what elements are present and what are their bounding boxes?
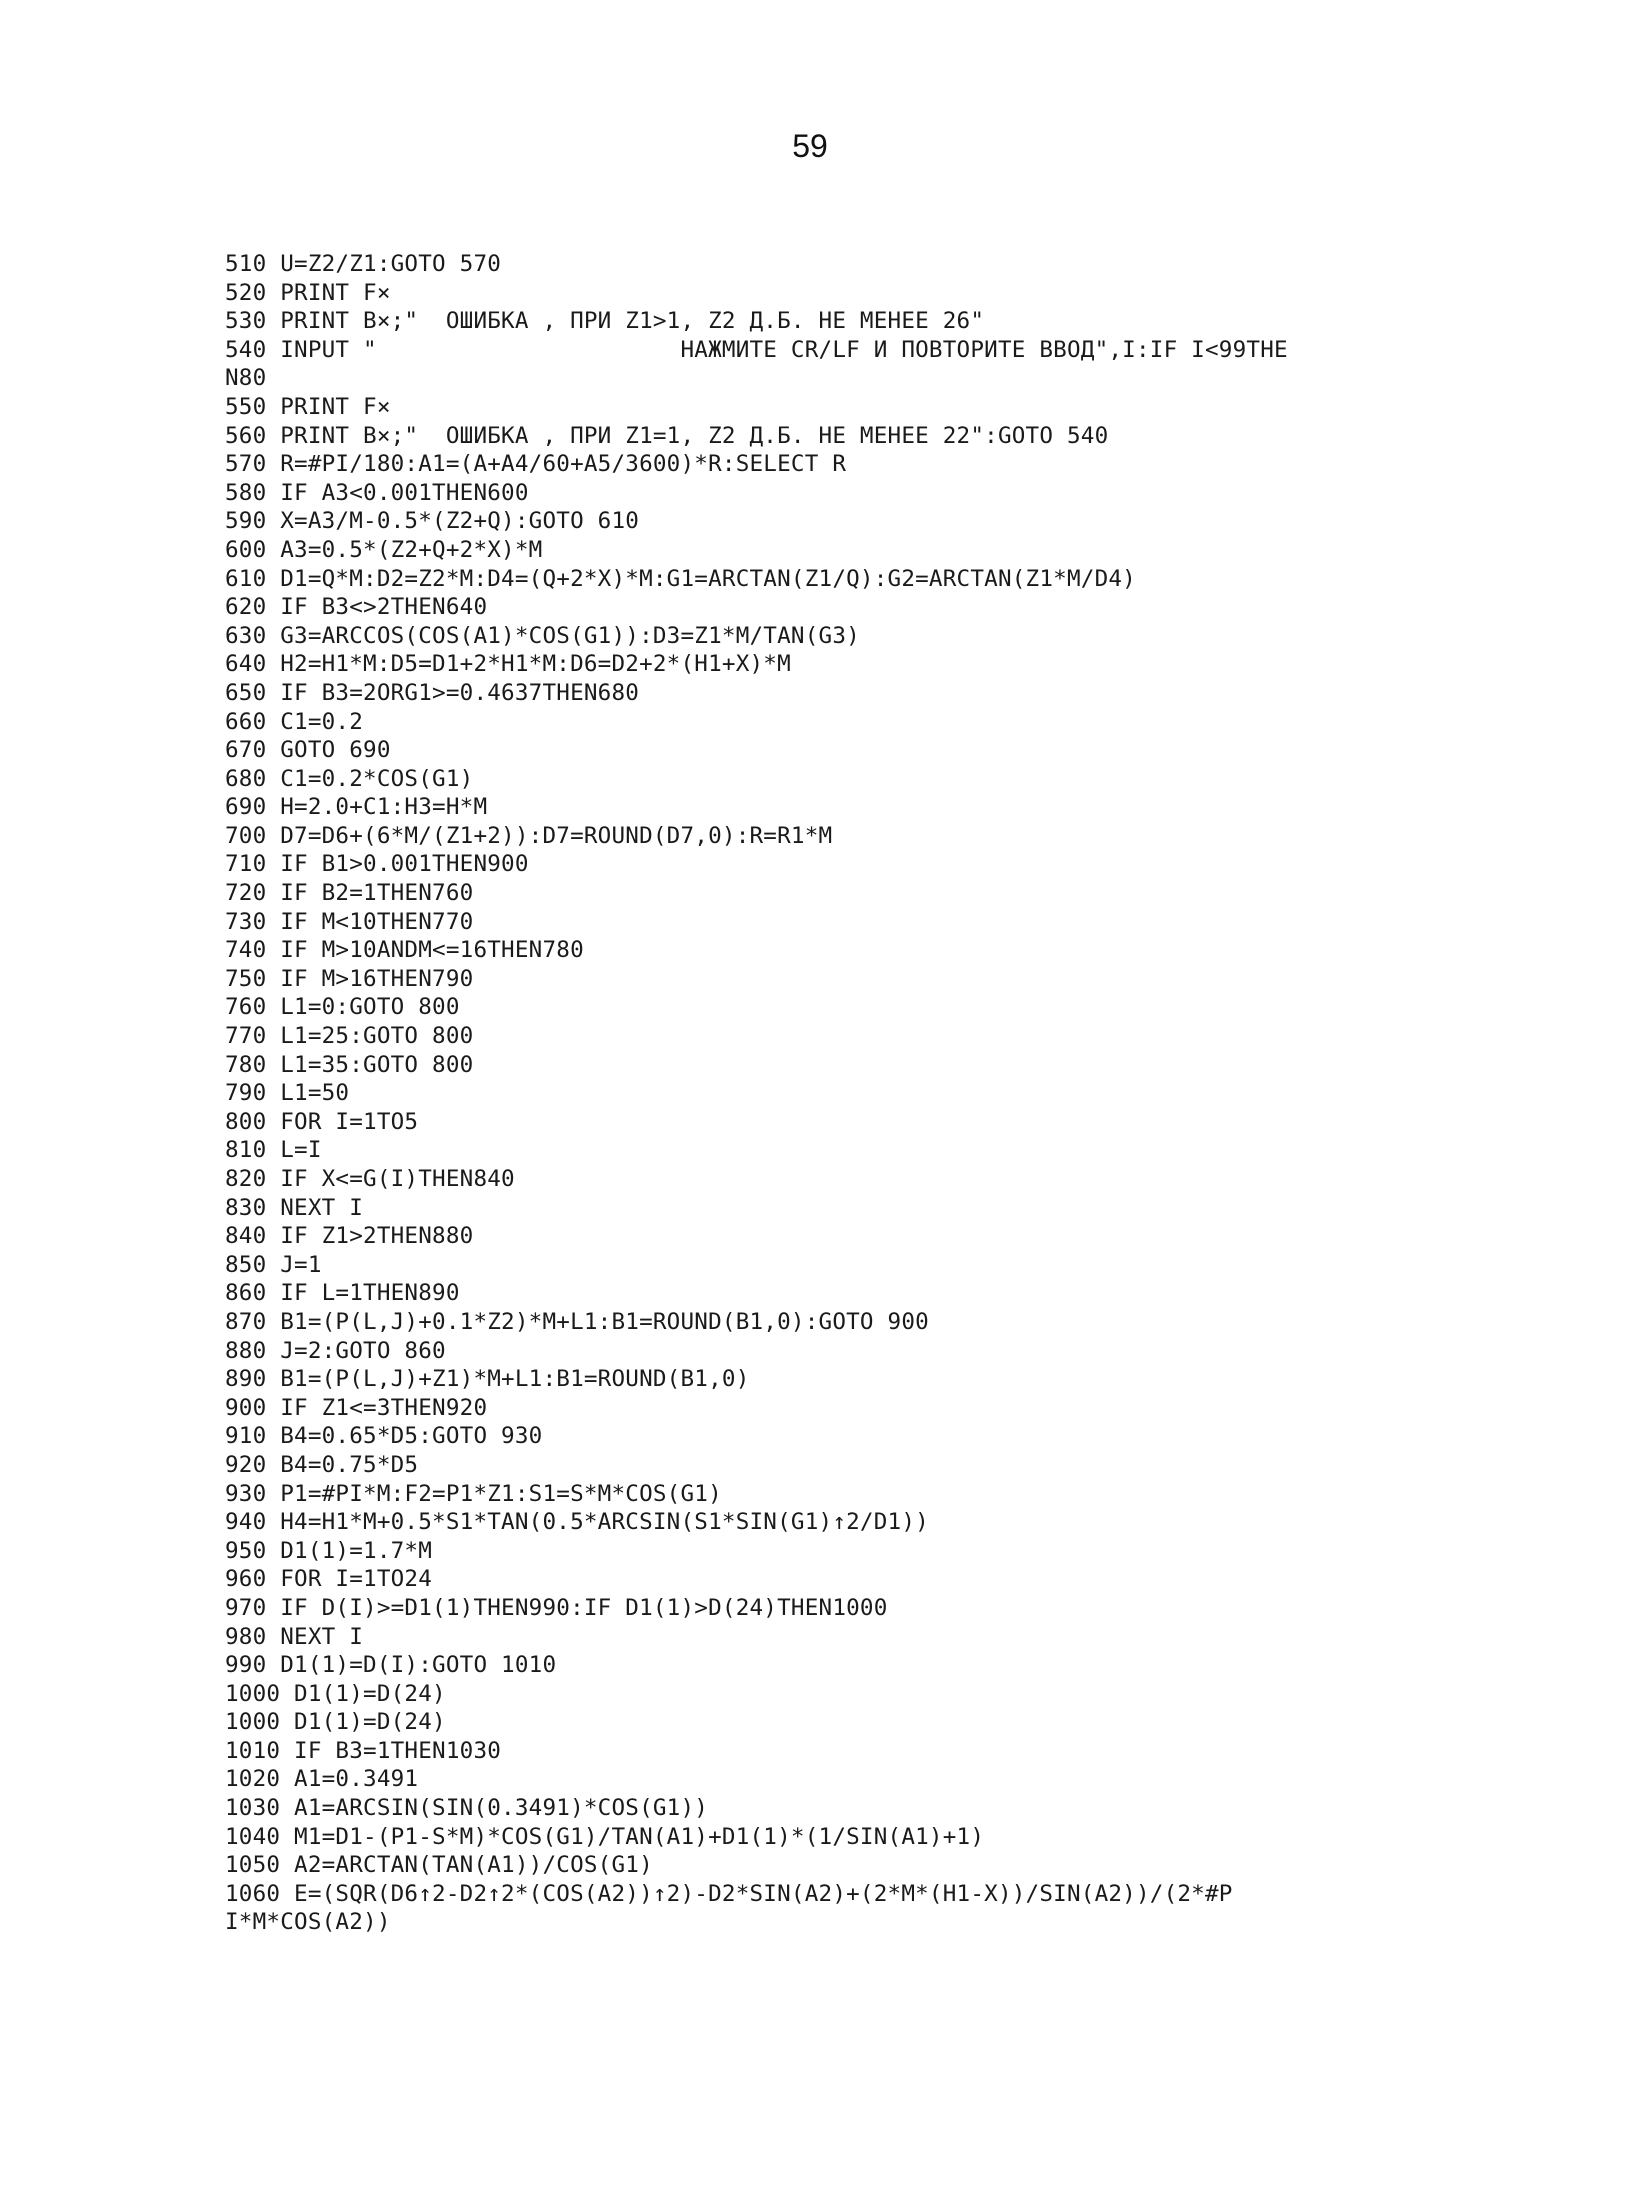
code-line: 530 PRINT B×;" ОШИБКА , ПРИ Z1>1, Z2 Д.Б. НЕ МЕНЕЕ 26" <box>225 308 985 335</box>
code-line: 960 FOR I=1TO24 <box>225 1566 433 1593</box>
code-line: 910 B4=0.65*D5:GOTO 930 <box>225 1423 543 1450</box>
code-line: 790 L1=50 <box>225 1080 350 1107</box>
basic-program-listing <box>225 250 1515 1937</box>
code-line: 930 P1=#PI*M:F2=P1*Z1:S1=S*M*COS(G1) <box>225 1480 722 1507</box>
code-line: 700 D7=D6+(6*M/(Z1+2)):D7=ROUND(D7,0):R=R1*M <box>225 822 833 849</box>
code-line: 920 B4=0.75*D5 <box>225 1451 419 1478</box>
code-line: 820 IF X<=G(I)THEN840 <box>225 1166 515 1192</box>
code-line: 610 D1=Q*M:D2=Z2*M:D4=(Q+2*X)*M:G1=ARCTAN(Z1/Q):G2=ARCTAN(Z1*M/D4) <box>225 565 1136 592</box>
code-line: 780 L1=35:GOTO 800 <box>225 1051 474 1078</box>
code-line: 840 IF Z1>2THEN880 <box>225 1223 474 1250</box>
code-line: 810 L=I <box>225 1137 322 1164</box>
code-line: 550 PRINT F× <box>225 393 391 420</box>
code-line: 760 L1=0:GOTO 800 <box>225 994 460 1021</box>
code-line: 740 IF M>10ANDM<=16THEN780 <box>225 937 584 964</box>
code-line: 770 L1=25:GOTO 800 <box>225 1023 474 1050</box>
code-line: 870 B1=(P(L,J)+0.1*Z2)*M+L1:B1=ROUND(B1,0):GOTO 900 <box>225 1308 929 1335</box>
code-line: 510 U=Z2/Z1:GOTO 570 <box>225 251 502 277</box>
code-line: 850 J=1 <box>225 1251 322 1278</box>
code-line: 620 IF B3<>2THEN640 <box>225 594 488 621</box>
code-line: 520 PRINT F× <box>225 279 391 306</box>
code-line: 560 PRINT B×;" ОШИБКА , ПРИ Z1=1, Z2 Д.Б. НЕ МЕНЕЕ 22":GOTO 540 <box>225 422 1109 449</box>
code-line: 630 G3=ARCCOS(COS(A1)*COS(G1)):D3=Z1*M/TAN(G3) <box>225 622 860 649</box>
code-line: 1050 A2=ARCTAN(TAN(A1))/COS(G1) <box>225 1852 653 1879</box>
code-line: 980 NEXT I <box>225 1623 364 1650</box>
code-line: I*M*COS(A2)) <box>225 1909 391 1936</box>
code-line: 570 R=#PI/180:A1=(A+A4/60+A5/3600)*R:SELECT R <box>225 451 847 478</box>
code-line: 600 A3=0.5*(Z2+Q+2*X)*M <box>225 536 543 563</box>
code-line: 970 IF D(I)>=D1(1)THEN990:IF D1(1)>D(24)THEN1000 <box>225 1594 888 1621</box>
page-number: 59 <box>792 128 828 164</box>
code-line: 880 J=2:GOTO 860 <box>225 1337 446 1364</box>
code-line: 690 H=2.0+C1:H3=H*M <box>225 794 488 821</box>
code-line: 580 IF A3<0.001THEN600 <box>225 479 529 506</box>
code-line: 1060 E=(SQR(D6↑2-D2↑2*(COS(A2))↑2)-D2*SIN(A2)+(2*M*(H1-X))/SIN(A2))/(2*#P <box>225 1880 1233 1907</box>
code-line: 710 IF B1>0.001THEN900 <box>225 851 529 878</box>
code-line: 1010 IF B3=1THEN1030 <box>225 1737 502 1764</box>
code-line: 730 IF M<10THEN770 <box>225 908 474 935</box>
code-line: 950 D1(1)=1.7*M <box>225 1537 433 1564</box>
code-line: 800 FOR I=1TO5 <box>225 1108 419 1135</box>
code-line: N80 <box>225 365 267 392</box>
code-line: 940 H4=H1*M+0.5*S1*TAN(0.5*ARCSIN(S1*SIN(G1)↑2/D1)) <box>225 1509 929 1536</box>
code-line: 660 C1=0.2 <box>225 708 364 735</box>
code-line: 900 IF Z1<=3THEN920 <box>225 1394 488 1421</box>
code-line: 640 H2=H1*M:D5=D1+2*H1*M:D6=D2+2*(H1+X)*M <box>225 651 791 678</box>
code-line: 1020 A1=0.3491 <box>225 1766 419 1793</box>
code-line: 670 GOTO 690 <box>225 737 391 764</box>
code-line: 650 IF B3=2ORG1>=0.4637THEN680 <box>225 679 640 706</box>
code-line: 1040 M1=D1-(P1-S*M)*COS(G1)/TAN(A1)+D1(1)*(1/SIN(A1)+1) <box>225 1823 985 1850</box>
code-line: 590 X=A3/M-0.5*(Z2+Q):GOTO 610 <box>225 508 640 535</box>
code-line: 680 C1=0.2*COS(G1) <box>225 765 474 792</box>
code-line: 1000 D1(1)=D(24) <box>225 1709 446 1736</box>
code-line: 860 IF L=1THEN890 <box>225 1280 460 1307</box>
code-line: 540 INPUT " НАЖМИТЕ CR/LF И ПОВТОРИТЕ ВВОД",I:IF I<99THE <box>225 336 1288 363</box>
code-line: 830 NEXT I <box>225 1194 364 1221</box>
code-line: 890 B1=(P(L,J)+Z1)*M+L1:B1=ROUND(B1,0) <box>225 1366 750 1393</box>
code-line: 1000 D1(1)=D(24) <box>225 1680 446 1707</box>
code-line: 750 IF M>16THEN790 <box>225 965 474 992</box>
code-line: 1030 A1=ARCSIN(SIN(0.3491)*COS(G1)) <box>225 1795 709 1822</box>
code-line: 720 IF B2=1THEN760 <box>225 880 474 907</box>
code-line: 990 D1(1)=D(I):GOTO 1010 <box>225 1652 557 1679</box>
